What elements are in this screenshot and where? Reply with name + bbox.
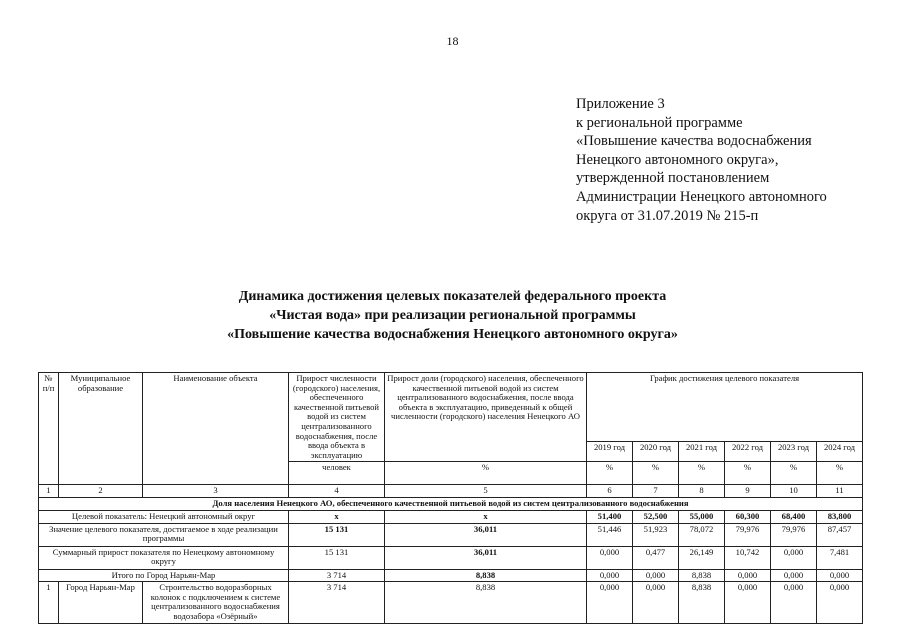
- cell-people: 15 131: [289, 523, 385, 546]
- column-number: 8: [679, 485, 725, 498]
- title-line: Динамика достижения целевых показателей федерального проекта: [238, 289, 667, 304]
- cell-municipality: Город Нарьян-Мар: [59, 582, 143, 623]
- cell-value: 0,000: [771, 582, 817, 623]
- header-year: 2019 год: [587, 441, 633, 462]
- unit-percent: %: [725, 462, 771, 485]
- page-number: 18: [446, 34, 459, 48]
- cell-value: 79,976: [725, 523, 771, 546]
- row-label: Суммарный прирост показателя по Ненецкому автономному округу: [39, 546, 289, 569]
- cell-value: 51,400: [587, 510, 633, 523]
- cell-share: х: [385, 510, 587, 523]
- header-row: [39, 373, 863, 442]
- appendix-line: округа от 31.07.2019 № 215-п: [576, 207, 759, 224]
- unit-percent: %: [633, 462, 679, 485]
- header-year: 2022 год: [725, 441, 771, 462]
- achieved-row: [39, 523, 863, 546]
- column-numbers-row: [39, 485, 863, 498]
- cell-people: х: [289, 510, 385, 523]
- document-title: [0, 287, 905, 344]
- cell-value: 0,000: [587, 582, 633, 623]
- cell-value: 0,000: [771, 546, 817, 569]
- header-schedule: График достижения целевого показателя: [587, 373, 863, 442]
- section-title: Доля населения Ненецкого АО, обеспеченного качественной питьевой водой из систем централизованного водоснабжения: [39, 497, 863, 510]
- unit-percent: %: [385, 462, 587, 485]
- header-growth-share: Прирост доли (городского) населения, обеспеченного качественной питьевой водой из систем централизованного водоснабжения, после ввода объекта в эксплуатацию, приведенный к общей численности (городского) населения Ненецкого АО: [385, 373, 587, 462]
- cell-value: 68,400: [771, 510, 817, 523]
- column-number: 4: [289, 485, 385, 498]
- indicator-table: [38, 372, 863, 624]
- cell-value: 0,000: [587, 546, 633, 569]
- cell-value: 0,000: [771, 569, 817, 582]
- section-row: [39, 497, 863, 510]
- unit-people: человек: [289, 462, 385, 485]
- unit-percent: %: [771, 462, 817, 485]
- cell-value: 8,838: [679, 569, 725, 582]
- cell-share: 36,011: [385, 523, 587, 546]
- unit-percent: %: [587, 462, 633, 485]
- row-label: Итого по Город Нарьян-Мар: [39, 569, 289, 582]
- header-object: Наименование объекта: [143, 373, 289, 485]
- cell-people: 3 714: [289, 582, 385, 623]
- cell-value: 0,477: [633, 546, 679, 569]
- row-label: Значение целевого показателя, достигаемое в ходе реализации программы: [39, 523, 289, 546]
- appendix-line: Администрации Ненецкого автономного: [576, 188, 827, 205]
- column-number: 10: [771, 485, 817, 498]
- cell-value: 51,446: [587, 523, 633, 546]
- table-row: [39, 582, 863, 623]
- cell-share: 8,838: [385, 569, 587, 582]
- cell-value: 60,300: [725, 510, 771, 523]
- cell-value: 0,000: [817, 569, 863, 582]
- column-number: 1: [39, 485, 59, 498]
- appendix-line: утвержденной постановлением: [576, 170, 770, 187]
- cell-value: 52,500: [633, 510, 679, 523]
- unit-percent: %: [817, 462, 863, 485]
- column-number: 7: [633, 485, 679, 498]
- cell-value: 55,000: [679, 510, 725, 523]
- column-number: 6: [587, 485, 633, 498]
- cell-people: 15 131: [289, 546, 385, 569]
- appendix-line: Ненецкого автономного округа»,: [576, 151, 779, 168]
- column-number: 2: [59, 485, 143, 498]
- cell-share: 8,838: [385, 582, 587, 623]
- column-number: 11: [817, 485, 863, 498]
- cell-object: Строительство водоразборных колонок с подключением к системе централизованного водоснабжения водозабора «Озёрный»: [143, 582, 289, 623]
- cell-value: 78,072: [679, 523, 725, 546]
- total-growth-row: [39, 546, 863, 569]
- cell-share: 36,011: [385, 546, 587, 569]
- naryan-mar-total-row: [39, 569, 863, 582]
- cell-value: 26,149: [679, 546, 725, 569]
- cell-value: 0,000: [817, 582, 863, 623]
- header-year: 2024 год: [817, 441, 863, 462]
- header-year: 2021 год: [679, 441, 725, 462]
- cell-value: 8,838: [679, 582, 725, 623]
- row-label: Целевой показатель: Ненецкий автономный округ: [39, 510, 289, 523]
- column-number: 3: [143, 485, 289, 498]
- header-year: 2020 год: [633, 441, 679, 462]
- cell-value: 51,923: [633, 523, 679, 546]
- cell-people: 3 714: [289, 569, 385, 582]
- appendix-header: [576, 95, 827, 225]
- cell-value: 79,976: [771, 523, 817, 546]
- header-year: 2023 год: [771, 441, 817, 462]
- target-row: [39, 510, 863, 523]
- title-line: «Повышение качества водоснабжения Ненецкого автономного округа»: [227, 327, 678, 342]
- column-number: 9: [725, 485, 771, 498]
- cell-value: 0,000: [587, 569, 633, 582]
- cell-value: 0,000: [633, 582, 679, 623]
- cell-value: 83,800: [817, 510, 863, 523]
- cell-value: 7,481: [817, 546, 863, 569]
- cell-value: 0,000: [725, 582, 771, 623]
- appendix-line: Приложение 3: [576, 96, 665, 112]
- column-number: 5: [385, 485, 587, 498]
- cell-value: 0,000: [725, 569, 771, 582]
- title-line: «Чистая вода» при реализации региональной программы: [269, 308, 636, 323]
- header-municipality: Муниципальное образование: [59, 373, 143, 485]
- cell-value: 0,000: [633, 569, 679, 582]
- unit-percent: %: [679, 462, 725, 485]
- header-num: № п/п: [39, 373, 59, 485]
- cell-num: 1: [39, 582, 59, 623]
- cell-value: 87,457: [817, 523, 863, 546]
- appendix-line: к региональной программе: [576, 114, 743, 131]
- appendix-line: «Повышение качества водоснабжения: [576, 133, 812, 150]
- header-growth-population: Прирост численности (городского) населения, обеспеченного качественной питьевой водой из систем централизованного водоснабжения, после ввода объекта в эксплуатацию: [289, 373, 385, 462]
- cell-value: 10,742: [725, 546, 771, 569]
